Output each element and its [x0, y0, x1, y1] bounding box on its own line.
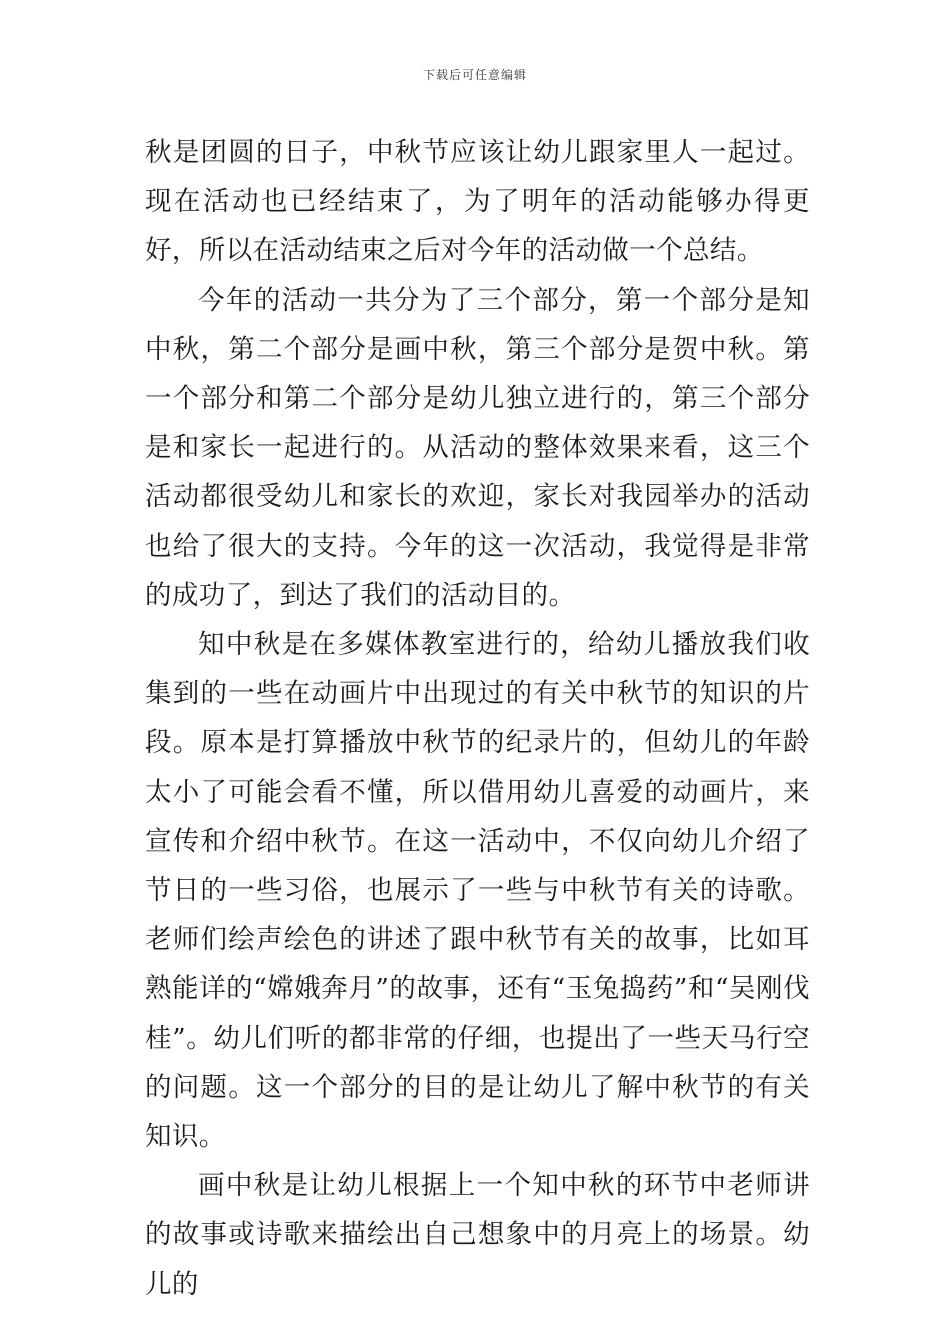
paragraph-3: 知中秋是在多媒体教室进行的，给幼儿播放我们收集到的一些在动画片中出现过的有关中秋节的知识的片段。原本是打算播放中秋节的纪录片的，但幼儿的年龄太小了可能会看不懂，所以借用幼儿喜爱的动画片，来宣传和介绍中秋节。在这一活动中，不仅向幼儿介绍了节日的一些习俗，也展示了一些与中秋节有关的诗歌。老师们绘声绘色的讲述了跟中秋节有关的故事，比如耳熟能详的“嫦娥奔月”的故事，还有“玉兔捣药”和“吴刚伐桂”。幼儿们听的都非常的仔细，也提出了一些天马行空的问题。这一个部分的目的是让幼儿了解中秋节的有关知识。 [145, 629, 810, 1153]
paragraph-1: 秋是团圆的日子，中秋节应该让幼儿跟家里人一起过。现在活动也已经结束了，为了明年的活动能够办得更好，所以在活动结束之后对今年的活动做一个总结。 [145, 137, 810, 267]
header-note: 下载后可任意编辑 [422, 68, 527, 82]
document-body [145, 128, 810, 1309]
paragraph-4: 画中秋是让幼儿根据上一个知中秋的环节中老师讲的故事或诗歌来描绘出自己想象中的月亮上的场景。幼儿的 [145, 1170, 810, 1300]
paragraph-2: 今年的活动一共分为了三个部分，第一个部分是知中秋，第二个部分是画中秋，第三个部分是贺中秋。第一个部分和第二个部分是幼儿独立进行的，第三个部分是和家长一起进行的。从活动的整体效果来看，这三个活动都很受幼儿和家长的欢迎，家长对我园举办的活动也给了很大的支持。今年的这一次活动，我觉得是非常的成功了，到达了我们的活动目的。 [145, 284, 810, 611]
